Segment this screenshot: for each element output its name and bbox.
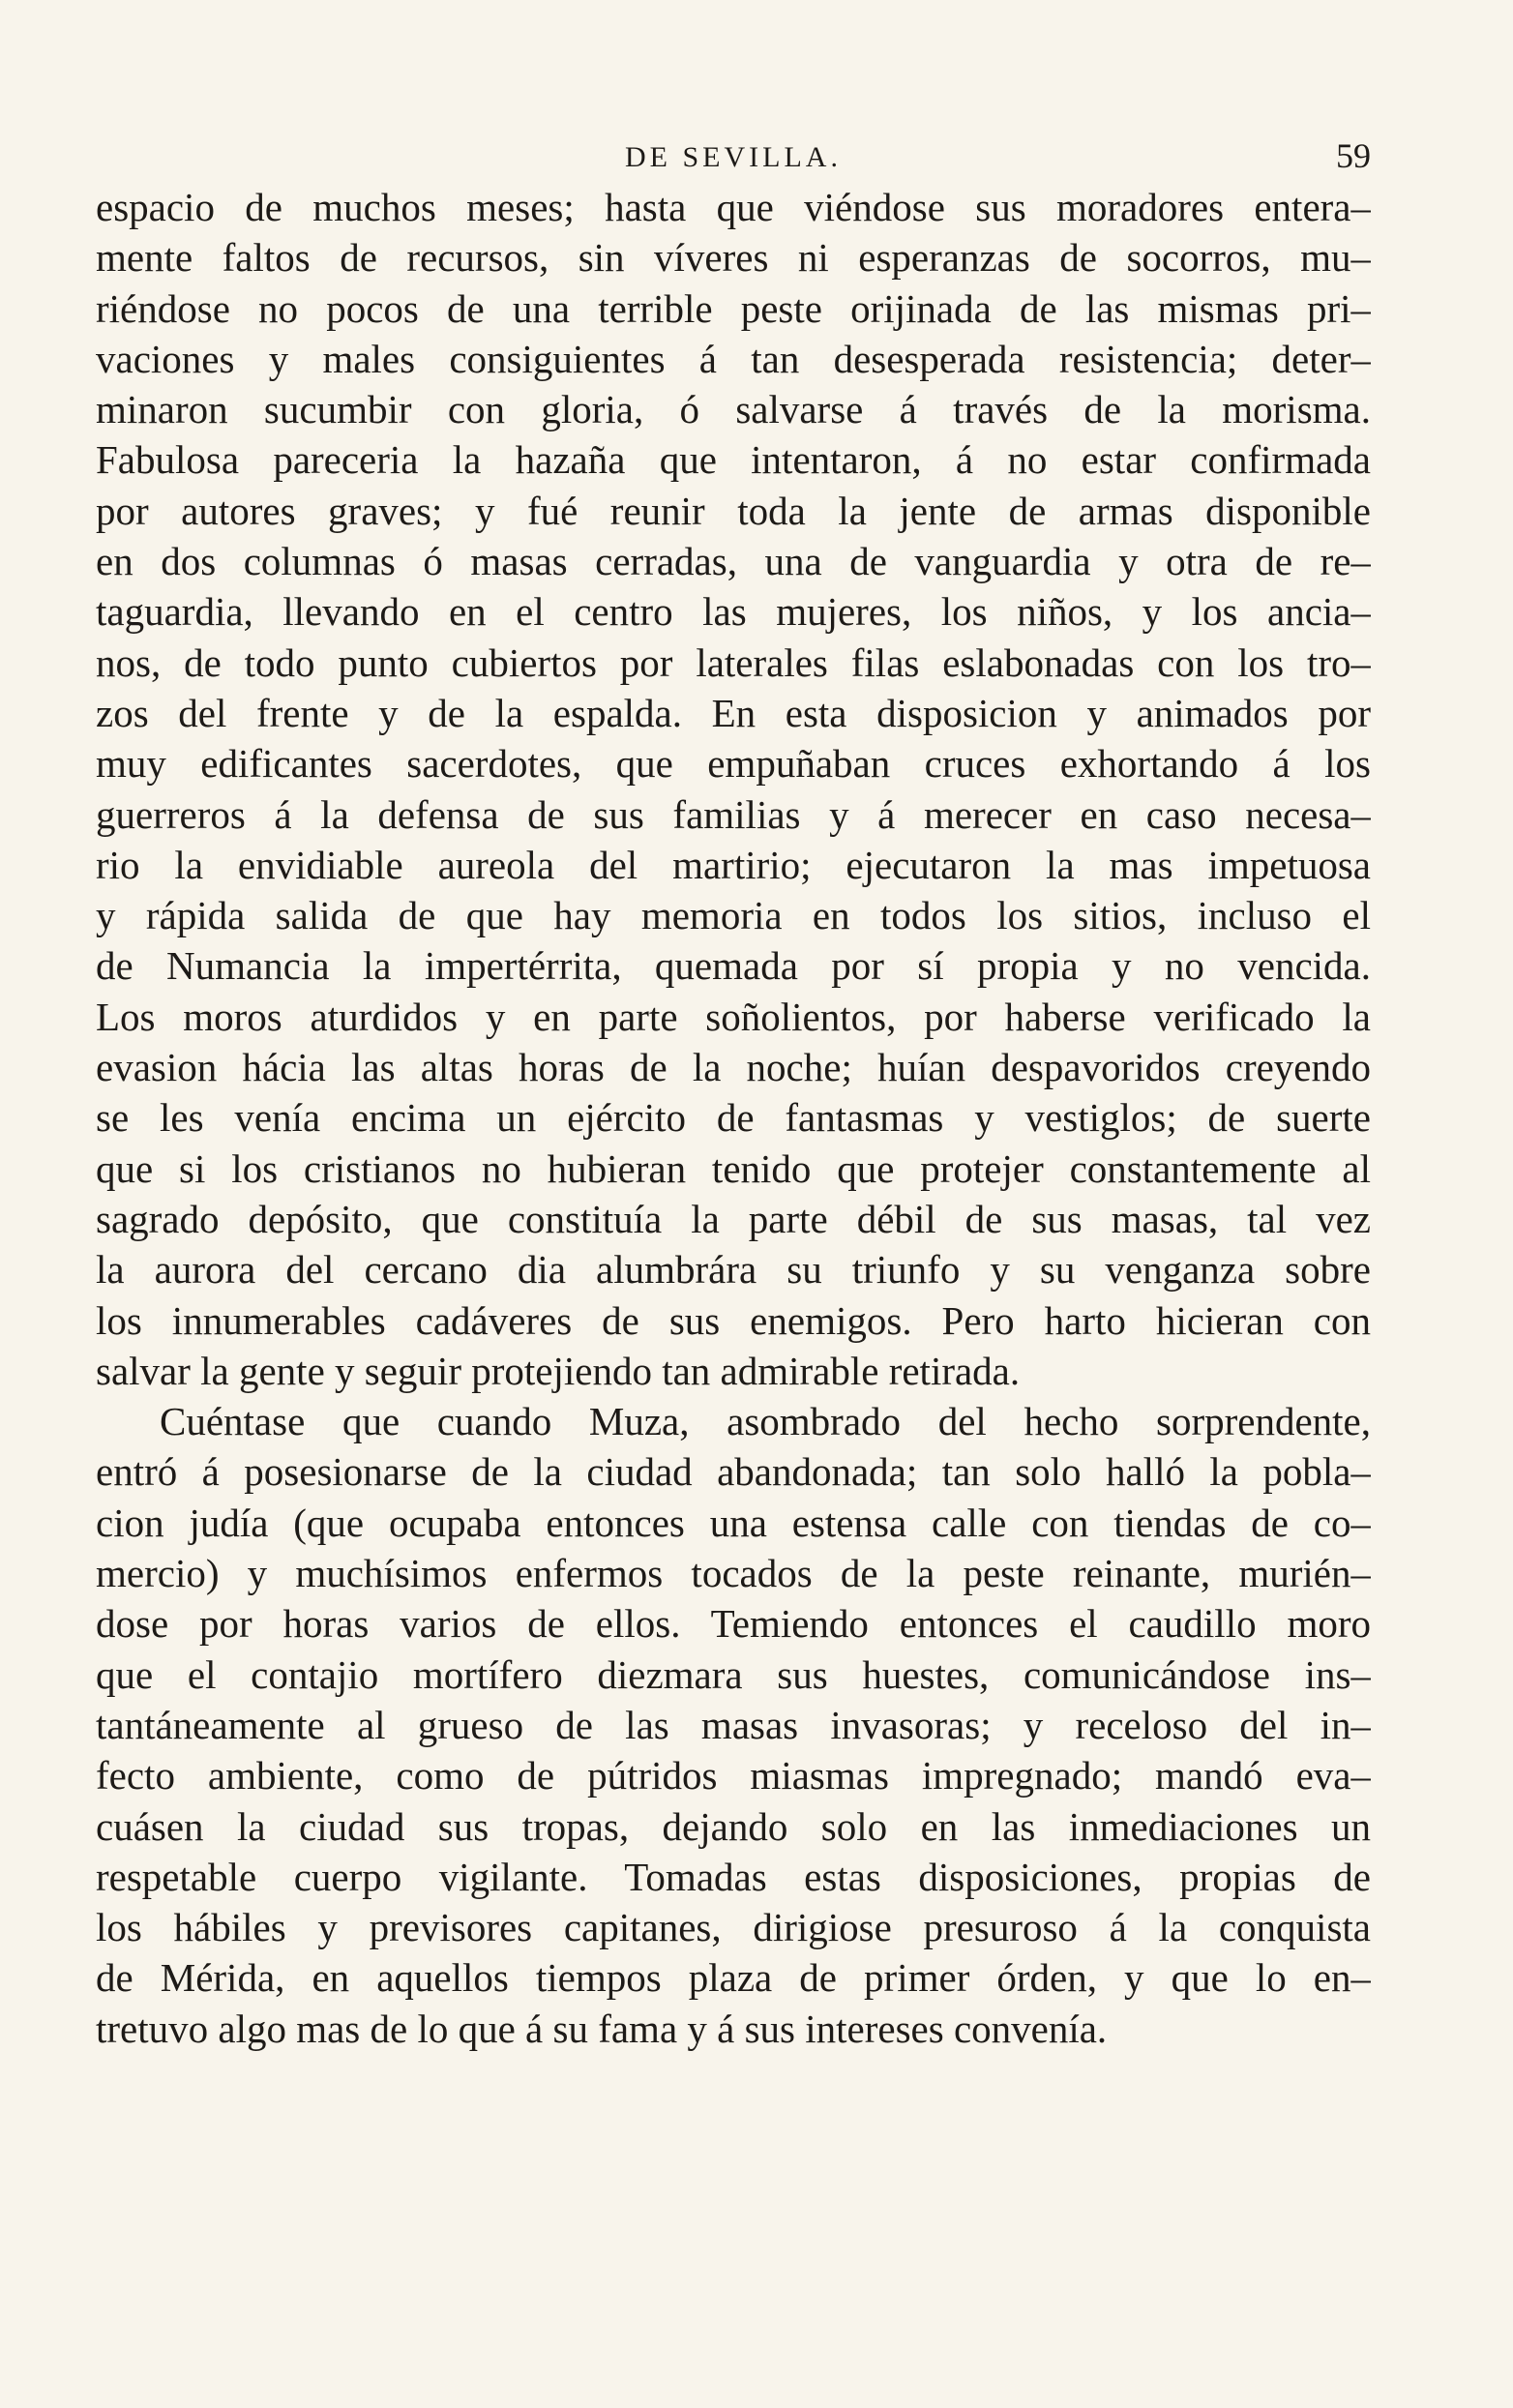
paragraph: [96, 182, 1371, 1396]
text-line: en dos columnas ó masas cerradas, una de vanguardia y otra de re–: [96, 539, 1371, 584]
text-line: nos, de todo punto cubiertos por laterales filas eslabonadas con los tro–: [96, 639, 1371, 685]
text-line: taguardia, llevando en el centro las mujeres, los niños, y los ancia–: [96, 589, 1371, 635]
page-number: 59: [1336, 136, 1371, 175]
text-line: cion judía (que ocupaba entonces una estensa calle con tiendas de co–: [96, 1500, 1371, 1545]
text-line: mente faltos de recursos, sin víveres ni esperanzas de socorros, mu–: [96, 235, 1371, 281]
text-line: riéndose no pocos de una terrible peste orijinada de las mismas pri–: [96, 285, 1371, 331]
text-line: muy edificantes sacerdotes, que empuñaban cruces exhortando á los: [96, 741, 1371, 787]
text-line: guerreros á la defensa de sus familias y á merecer en caso necesa–: [96, 791, 1371, 837]
text-line: y rápida salida de que hay memoria en todos los sitios, incluso el: [96, 893, 1371, 938]
text-line: vaciones y males consiguientes á tan desesperada resistencia; deter–: [96, 336, 1371, 381]
text-line: por autores graves; y fué reunir toda la jente de armas disponible: [96, 488, 1371, 533]
text-line: Los moros aturdidos y en parte soñolientos, por haberse verificado la: [96, 994, 1371, 1039]
body-text: [96, 182, 1371, 2054]
text-line: entró á posesionarse de la ciudad abandonada; tan solo halló la pobla–: [96, 1449, 1371, 1495]
text-line: rio la envidiable aureola del martirio; ejecutaron la mas impetuosa: [96, 842, 1371, 887]
text-line: tretuvo algo mas de lo que á su fama y á sus intereses convenía.: [96, 2006, 1108, 2051]
text-line: de Mérida, en aquellos tiempos plaza de primer órden, y que lo en–: [96, 1955, 1371, 2001]
text-line: los innumerables cadáveres de sus enemigos. Pero harto hicieran con: [96, 1297, 1371, 1343]
text-line: se les venía encima un ejército de fantasmas y vestiglos; de suerte: [96, 1095, 1371, 1141]
text-line: Fabulosa pareceria la hazaña que intentaron, á no estar confirmada: [96, 437, 1371, 483]
text-line: Cuéntase que cuando Muza, asombrado del hecho sorprendente,: [160, 1399, 1371, 1444]
text-line: mercio) y muchísimos enfermos tocados de la peste reinante, murién–: [96, 1551, 1371, 1596]
text-line: dose por horas varios de ellos. Temiendo entonces el caudillo moro: [96, 1601, 1371, 1647]
text-line: respetable cuerpo vigilante. Tomadas estas disposiciones, propias de: [96, 1854, 1371, 1899]
text-line: que si los cristianos no hubieran tenido que protejer constantemente al: [96, 1145, 1371, 1191]
paragraph: [96, 1396, 1371, 2054]
running-title: DE SEVILLA.: [625, 141, 842, 173]
text-line: que el contajio mortífero diezmara sus huestes, comunicándose ins–: [96, 1651, 1371, 1697]
text-line: cuásen la ciudad sus tropas, dejando solo en las inmediaciones un: [96, 1803, 1371, 1849]
text-line: sagrado depósito, que constituía la parte débil de sus masas, tal vez: [96, 1196, 1371, 1241]
text-line: salvar la gente y seguir protejiendo tan admirable retirada.: [96, 1348, 1021, 1393]
text-line: de Numancia la impertérrita, quemada por sí propia y no vencida.: [96, 943, 1371, 989]
text-line: tantáneamente al grueso de las masas invasoras; y receloso del in–: [96, 1702, 1371, 1747]
text-line: fecto ambiente, como de pútridos miasmas impregnado; mandó eva–: [96, 1753, 1371, 1799]
text-line: los hábiles y previsores capitanes, dirigiose presuroso á la conquista: [96, 1905, 1371, 1950]
text-line: evasion hácia las altas horas de la noche; huían despavoridos creyendo: [96, 1045, 1371, 1090]
running-header: [96, 138, 1371, 177]
text-line: espacio de muchos meses; hasta que viéndose sus moradores entera–: [96, 185, 1371, 229]
text-line: la aurora del cercano dia alumbrára su triunfo y su venganza sobre: [96, 1247, 1371, 1293]
text-line: zos del frente y de la espalda. En esta disposicion y animados por: [96, 690, 1371, 735]
text-line: minaron sucumbir con gloria, ó salvarse á través de la morisma.: [96, 387, 1371, 432]
